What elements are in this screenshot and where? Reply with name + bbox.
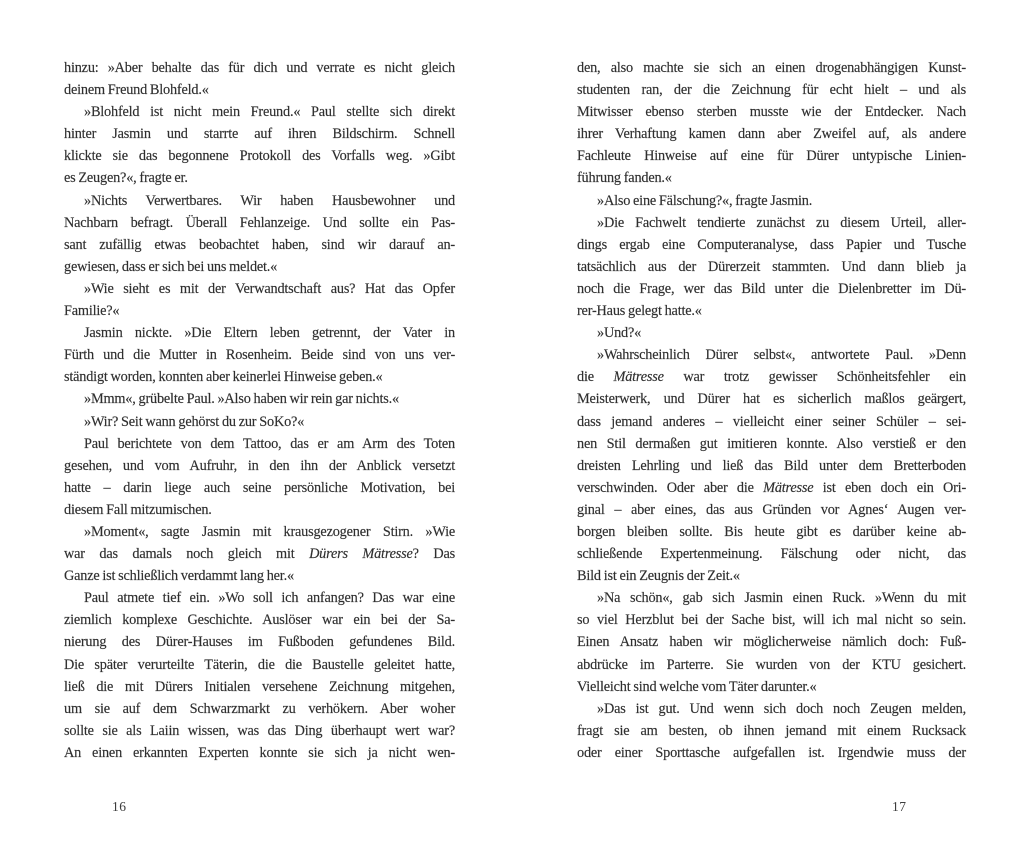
text-segment: gesehen, und vom Aufruhr, in den ihn der Anblick versetzt bbox=[64, 457, 455, 474]
text-line bbox=[577, 742, 966, 764]
text-line bbox=[577, 631, 966, 653]
italic-text: Dürers Mätresse bbox=[309, 546, 413, 563]
text-segment: »Blohfeld ist nicht mein Freund.« Paul stellte sich direkt bbox=[84, 104, 455, 121]
text-line bbox=[577, 521, 966, 543]
text-line bbox=[577, 499, 966, 521]
text-line bbox=[577, 587, 966, 609]
text-line bbox=[64, 543, 455, 565]
text-line bbox=[64, 101, 455, 123]
text-line bbox=[577, 322, 966, 344]
text-segment: schließende Expertenmeinung. Fälschung oder nicht, das bbox=[577, 546, 966, 563]
text-line bbox=[577, 455, 966, 477]
text-line bbox=[577, 433, 966, 455]
italic-text: Mätresse bbox=[763, 479, 814, 496]
text-line bbox=[577, 609, 966, 631]
text-line bbox=[64, 609, 455, 631]
text-line bbox=[64, 477, 455, 499]
text-line bbox=[577, 565, 966, 587]
text-line bbox=[64, 742, 455, 764]
text-segment: rer-Haus gelegt hatte.« bbox=[577, 303, 702, 320]
text-line bbox=[577, 167, 966, 189]
text-segment: um sie auf dem Schwarzmarkt zu verhökern. Aber woher bbox=[64, 700, 455, 717]
text-segment: oder einer Sporttasche aufgefallen ist. Irgendwie muss der bbox=[577, 744, 966, 761]
text-line bbox=[577, 278, 966, 300]
text-line bbox=[64, 433, 455, 455]
text-line bbox=[64, 698, 455, 720]
text-segment: ist eben doch ein Ori- bbox=[813, 479, 967, 496]
text-segment: Vielleicht sind welche vom Täter darunter.« bbox=[577, 678, 817, 695]
text-segment: Jasmin nickte. »Die Eltern leben getrennt, der Vater in bbox=[84, 325, 455, 342]
text-segment: verschwinden. Oder aber die bbox=[577, 479, 764, 496]
text-segment: Meisterwerk, und Dürer hat es sicherlich maßlos geärgert, bbox=[577, 391, 966, 408]
text-segment: gewiesen, dass er sich bei uns meldet.« bbox=[64, 258, 278, 275]
text-line bbox=[64, 455, 455, 477]
text-line bbox=[64, 521, 455, 543]
text-line bbox=[64, 631, 455, 653]
text-segment: noch die Frage, wer das Bild unter die Dielenbretter im Dü- bbox=[577, 280, 966, 297]
text-segment: nen Stil dermaßen gut imitieren konnte. Also verstieß er den bbox=[577, 435, 966, 452]
text-line bbox=[577, 123, 966, 145]
text-line bbox=[64, 344, 455, 366]
text-line bbox=[64, 123, 455, 145]
text-segment: Nachbarn befragt. Überall Fehlanzeige. Und sollte ein Pas- bbox=[64, 214, 455, 231]
text-line bbox=[64, 676, 455, 698]
text-segment: »Die Fachwelt tendierte zunächst zu diesem Urteil, aller- bbox=[597, 214, 966, 231]
text-line bbox=[64, 587, 455, 609]
text-segment: hinter Jasmin und starrte auf ihren Bildschirm. Schnell bbox=[64, 126, 455, 143]
text-segment: »Nichts Verwertbares. Wir haben Hausbewohner und bbox=[84, 192, 455, 209]
text-segment: dass jemand anderes – vielleicht einer seiner Schüler – sei- bbox=[577, 413, 966, 430]
text-line bbox=[577, 698, 966, 720]
page-left-text bbox=[64, 57, 455, 764]
text-line bbox=[64, 190, 455, 212]
text-segment: fragt sie am besten, ob ihnen jemand mit einem Rucksack bbox=[577, 722, 966, 739]
text-segment: »Und?« bbox=[597, 325, 642, 342]
text-line bbox=[577, 720, 966, 742]
text-segment: hinzu: »Aber behalte das für dich und verrate es nicht gleich bbox=[64, 60, 455, 76]
text-line bbox=[577, 57, 966, 79]
page-right-text bbox=[577, 57, 966, 764]
text-line bbox=[577, 477, 966, 499]
text-segment: »Also eine Fälschung?«, fragte Jasmin. bbox=[597, 192, 813, 209]
text-segment: »Moment«, sagte Jasmin mit krausgezogener Stirn. »Wie bbox=[84, 523, 455, 540]
text-segment: »Das ist gut. Und wenn sich doch noch Zeugen melden, bbox=[597, 700, 966, 717]
text-segment: Ganze ist schließlich verdammt lang her.« bbox=[64, 568, 294, 585]
text-line bbox=[577, 300, 966, 322]
text-line bbox=[577, 79, 966, 101]
text-line bbox=[64, 278, 455, 300]
text-segment: Paul berichtete von dem Tattoo, das er am Arm des Toten bbox=[84, 435, 455, 452]
text-segment: Einen Ansatz haben wir möglicherweise nämlich doch: Fuß- bbox=[577, 634, 966, 651]
text-segment: sant zufällig etwas beobachtet haben, sind wir darauf an- bbox=[64, 236, 455, 253]
text-line bbox=[64, 167, 455, 189]
italic-text: Mätresse bbox=[613, 369, 664, 386]
text-segment: war das damals noch gleich mit bbox=[64, 546, 310, 563]
text-segment: »Mmm«, grübelte Paul. »Also haben wir rein gar nichts.« bbox=[84, 391, 399, 408]
text-segment: ginal – aber eines, das aus Gründen vor Agnes‘ Augen ver- bbox=[577, 501, 966, 518]
text-segment: Fachleute Hinweise auf eine für Dürer untypische Linien- bbox=[577, 148, 966, 165]
text-line bbox=[64, 256, 455, 278]
text-segment: klickte sie das begonnene Protokoll des Vorfalls weg. »Gibt bbox=[64, 148, 455, 165]
text-segment: An einen erkannten Experten konnte sie sich ja nicht wen- bbox=[64, 744, 455, 761]
text-segment: es Zeugen?«, fragte er. bbox=[64, 170, 188, 187]
text-segment: sollte sie als Laiin wissen, was das Ding überhaupt wert war? bbox=[64, 722, 455, 739]
text-line bbox=[64, 654, 455, 676]
text-line bbox=[64, 234, 455, 256]
text-segment: dings ergab eine Computeranalyse, dass Papier und Tusche bbox=[577, 236, 966, 253]
text-segment: dreisten Lehrling und ließ das Bild unter dem Bretterboden bbox=[577, 457, 966, 474]
text-line bbox=[64, 322, 455, 344]
text-line bbox=[577, 411, 966, 433]
text-segment: ihrer Verhaftung kamen dann aber Zweifel auf, als andere bbox=[577, 126, 966, 143]
text-segment: abdrücke im Parterre. Sie wurden von der KTU gesichert. bbox=[577, 656, 966, 673]
text-segment: Familie?« bbox=[64, 303, 120, 320]
text-segment: ? Das bbox=[412, 546, 455, 563]
text-segment: »Na schön«, gab sich Jasmin einen Ruck. »Wenn du mit bbox=[597, 590, 966, 607]
text-segment: diesem Fall mitzumischen. bbox=[64, 501, 212, 518]
text-line bbox=[64, 300, 455, 322]
text-segment: »Wie sieht es mit der Verwandtschaft aus? Hat das Opfer bbox=[84, 280, 455, 297]
text-segment: Die später verurteilte Täterin, die die Baustelle geleitet hatte, bbox=[64, 656, 455, 673]
text-line bbox=[577, 654, 966, 676]
text-line bbox=[577, 234, 966, 256]
text-segment: Bild ist ein Zeugnis der Zeit.« bbox=[577, 568, 740, 585]
text-line bbox=[64, 720, 455, 742]
text-line bbox=[577, 190, 966, 212]
page-number-left: 16 bbox=[112, 799, 127, 814]
text-line bbox=[64, 79, 455, 101]
text-segment: Fürth und die Mutter in Rosenheim. Beide sind von uns ver- bbox=[64, 347, 455, 364]
text-line bbox=[64, 145, 455, 167]
text-segment: ziemlich komplexe Geschichte. Auslöser war ein bei der Sa- bbox=[64, 612, 455, 629]
text-line bbox=[64, 212, 455, 234]
text-segment: borgen bleiben sollte. Bis heute gibt es darüber keine ab- bbox=[577, 523, 966, 540]
text-segment: war trotz gewisser Schönheitsfehler ein bbox=[663, 369, 966, 386]
text-line bbox=[64, 411, 455, 433]
text-segment: führung fanden.« bbox=[577, 170, 672, 187]
page-number-right: 17 bbox=[892, 799, 907, 814]
text-segment: »Wahrscheinlich Dürer selbst«, antwortete Paul. »Denn bbox=[597, 347, 966, 364]
text-line bbox=[577, 101, 966, 123]
text-line bbox=[577, 212, 966, 234]
text-segment: den, also machte sie sich an einen drogenabhängigen Kunst- bbox=[577, 60, 966, 76]
text-segment: »Wir? Seit wann gehörst du zur SoKo?« bbox=[84, 413, 305, 430]
text-segment: studenten ran, der die Zeichnung für echt hielt – und als bbox=[577, 82, 966, 99]
text-line bbox=[577, 256, 966, 278]
text-line bbox=[577, 344, 966, 366]
text-segment: hatte – darin liege auch seine persönliche Motivation, bei bbox=[64, 479, 455, 496]
text-line bbox=[577, 543, 966, 565]
text-line bbox=[64, 57, 455, 79]
text-line bbox=[64, 565, 455, 587]
text-line bbox=[577, 366, 966, 388]
text-segment: nierung des Dürer-Hauses im Fußboden gefundenes Bild. bbox=[64, 634, 455, 651]
text-line bbox=[577, 676, 966, 698]
text-segment: so viel Herzblut bei der Sache bist, will ich mal nicht so sein. bbox=[577, 612, 966, 629]
text-segment: tatsächlich aus der Dürerzeit stammten. Und dann blieb ja bbox=[577, 258, 966, 275]
text-segment: ständigt worden, konnten aber keinerlei Hinweise geben.« bbox=[64, 369, 383, 386]
text-segment: deinem Freund Blohfeld.« bbox=[64, 82, 209, 99]
text-line bbox=[64, 388, 455, 410]
text-segment: Paul atmete tief ein. »Wo soll ich anfangen? Das war eine bbox=[84, 590, 455, 607]
text-line bbox=[577, 145, 966, 167]
text-segment: ließ die mit Dürers Initialen versehene Zeichnung mitgehen, bbox=[64, 678, 455, 695]
text-line bbox=[64, 499, 455, 521]
text-segment: Mitwisser ebenso sterben musste wie der Entdecker. Nach bbox=[577, 104, 966, 121]
text-line bbox=[577, 388, 966, 410]
text-line bbox=[64, 366, 455, 388]
text-segment: die bbox=[577, 369, 614, 386]
